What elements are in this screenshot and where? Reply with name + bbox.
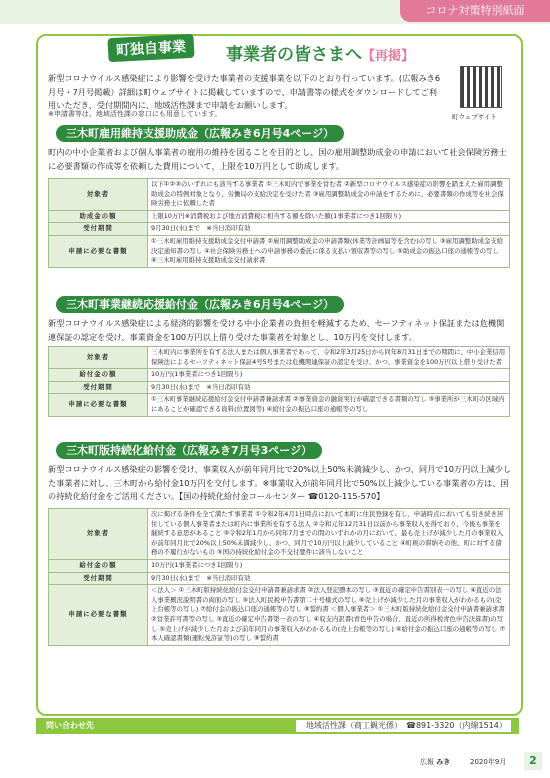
table-row: [49, 585, 510, 646]
row-label: 受付期間: [49, 223, 148, 236]
row-value: 9月30日(水)まで ※当日消印有効: [148, 381, 510, 394]
row-value: 10万円(1事業者につき1回限り): [148, 369, 510, 382]
section-2-title: 三木町事業継続応援給付金（広報みき6月号4ページ）: [56, 296, 344, 313]
contact-bar: [36, 718, 519, 734]
table-row: [49, 381, 510, 394]
qr-label: 町ウェブサイト: [452, 113, 497, 121]
row-label: 助成金の額: [49, 210, 148, 223]
row-value: 以下①②③のいずれにも該当する事業者 ①三木町内で事業を営む者 ②新型コロナウイルス感染症の影響を踏まえた雇用調整助成金の特例対象となり、労働局の支給決定を受けた者 ③雇用調整助成金の申請をするために、必要書類の作成等を社会保険労務士に依頼した者: [148, 179, 510, 211]
table-row: [49, 394, 510, 416]
page-title: [226, 40, 414, 65]
contact-value: 地域活性課（商工観光係） ☎891-3320（内線1514）: [296, 720, 511, 732]
row-value: 上限10万円※消費税および地方消費税に相当する額を除いた額(1事業者につき1回限り): [148, 210, 510, 223]
row-label: 対象者: [49, 347, 148, 369]
row-value: 三木町内に事業所を有する法人または個人事業者であって、令和2年3月25日から同年8月31日までの期間に、中小企業信用保険法によるセーフティネット保証4号5号または危機関連保証の認定を受け、かつ、事業資金を100万円以上借り受けた者: [148, 347, 510, 369]
footer-logo: みき: [436, 758, 451, 766]
section-1-title: 三木町雇用維持支援助成金（広報みき6月号4ページ）: [56, 125, 344, 142]
row-label: 給付金の額: [49, 559, 148, 572]
town-project-tag: 町独自事業: [107, 34, 194, 62]
footer-brand: [420, 757, 450, 767]
row-value: ①三木町雇用維持支援助成金交付申請書 ②雇用調整助成金の申請書類(休業等計画届等を含む)の写し ③雇用調整助成金支給決定通知書の写し ④社会保険労務士への申請事務の委託に係る支払い領収書等の写し ⑤助成金の振込口座の通帳等の写し ⑥三木町雇用維持支援助成金交付請求書: [148, 235, 510, 267]
headline-text: 事業者の皆さまへ: [226, 45, 362, 65]
section-2-table: [48, 346, 510, 417]
note-text: ※申請書等は、地域活性課の窓口にも用意しています。: [48, 110, 222, 118]
table-row: [49, 509, 510, 560]
qr-code-icon[interactable]: [460, 66, 502, 108]
headline-sub: 【再掲】: [362, 49, 415, 64]
row-value: ①三木町事業継続応援給付金交付申請書兼請求書 ②事業資金の融資実行が確認できる書類の写し ③事業所が三木町の区域内にあることが確認できる資料(位置図等) ④給付金の振込口座の通帳等の写し: [148, 394, 510, 416]
section-3-body: 新型コロナウイルス感染症の影響を受け、事業収入が前年同月比で20%以上50%未満減少し、かつ、同月で10万円以上減少した事業者に対し、三木町から給付金10万円を交付します。※事業収入が前年同月比で50%以上減少している事業者の方は、国の持続化給付金をご活用ください。【国の持続化給付金コールセンター ☎0120-115-570】: [48, 464, 512, 501]
special-issue-badge: コロナ対策特別紙面: [400, 0, 550, 22]
table-row: [49, 179, 510, 211]
intro-text: 新型コロナウイルス感染症により影響を受けた事業者の支援事業を以下のとおり行っています。(広報みき6月号・7月号掲載）詳細は町ウェブサイトに掲載していますので、申請書等の様式をダウンロードしてご利用いただき、受付期間内に、地域活性課まで申請をお願いします。: [48, 73, 441, 110]
contact-label: 問い合わせ先: [46, 721, 94, 730]
page-number: 2: [524, 752, 542, 770]
section-1-table: [48, 178, 510, 268]
row-value: ＜法人＞ ①三木町版持続化給付金交付申請書兼請求書 ②法人登記謄本の写し ③直近の確定申告書別表一の写し ④直近の法人事業概況説明書の両面の写し ⑤法人町民税申告書第二十号様式の写し ⑥売上げが減少した月の事業収入がわかるもの(売上台帳等の写し) ⑦給付金の振込口座の通帳等の写し ⑧誓約書 ＜個人事業者＞ ①三木町版持続化給付金交付申請書兼請求書 ②営業許可書等の写し ③直近の確定申告書第一表の写し ④収支内訳書(青色申告の場合、直近の所得税青色申告決算書)の写し ⑤売上げが減少した月および前年同月の事業収入がわかるもの(売上台帳等の写し) ⑥給付金の振込口座の通帳等の写し ⑦本人確認書類(運転免許証等)の写し ⑧誓約書: [148, 585, 510, 646]
row-label: 受付期間: [49, 572, 148, 585]
table-row: [49, 210, 510, 223]
table-row: [49, 235, 510, 267]
row-label: 申請に必要な書類: [49, 585, 148, 646]
section-2-body: 新型コロナウイルス感染症による経済的影響を受ける中小企業者の負担を軽減するため、セーフティネット保証または危機関連保証の認定を受け、事業資金を100万円以上借り受けた事業者を対象とし、10万円を交付します。: [48, 318, 505, 342]
table-row: [49, 559, 510, 572]
row-label: 対象者: [49, 179, 148, 211]
row-label: 申請に必要な書類: [49, 235, 148, 267]
row-label: 申請に必要な書類: [49, 394, 148, 416]
row-label: 給付金の額: [49, 369, 148, 382]
row-value: 9月30日(水)まで ※当日消印有効: [148, 223, 510, 236]
table-row: [49, 223, 510, 236]
table-row: [49, 369, 510, 382]
section-1-body: 町内の中小企業者および個人事業者の雇用の維持を図ることを目的とし、国の雇用調整助成金の申請において社会保険労務士に必要書類の作成等を依頼した費用について、上限を10万円として助成します。: [48, 147, 507, 171]
row-value: 10万円(1事業者につき1回限り): [148, 559, 510, 572]
section-3-table: [48, 508, 510, 646]
row-label: 対象者: [49, 509, 148, 560]
row-label: 受付期間: [49, 381, 148, 394]
row-value: 9月30日(水)まで ※当日消印有効: [148, 572, 510, 585]
table-row: [49, 572, 510, 585]
footer-left: 広報: [420, 758, 434, 766]
section-3-title: 三木町版持続化給付金（広報みき7月号3ページ）: [56, 442, 322, 459]
footer-date: 2020年9月: [470, 758, 507, 766]
row-value: 次に掲げる条件を全て満たす事業者 ①令和2年4月1日時点において本町に住民登録を有し、申請時点においても引き続き居住している個人事業者または町内に事業所を有する法人 ②令和元年12月31日以前から事業収入を得ており、今後も事業を継続する意思があること ③令和2年1月から同年7月までの間のいずれかの月において、最も売上げが減少した月の事業収入が前年同月比で20%以上50%未満減少し、かつ、同月で10万円以上減少していること ④町税の滞納その他、町に対する債務の不履行がないもの ⑤国の持続化給付金の不交付要件に該当しないこと: [148, 509, 510, 560]
table-row: [49, 347, 510, 369]
